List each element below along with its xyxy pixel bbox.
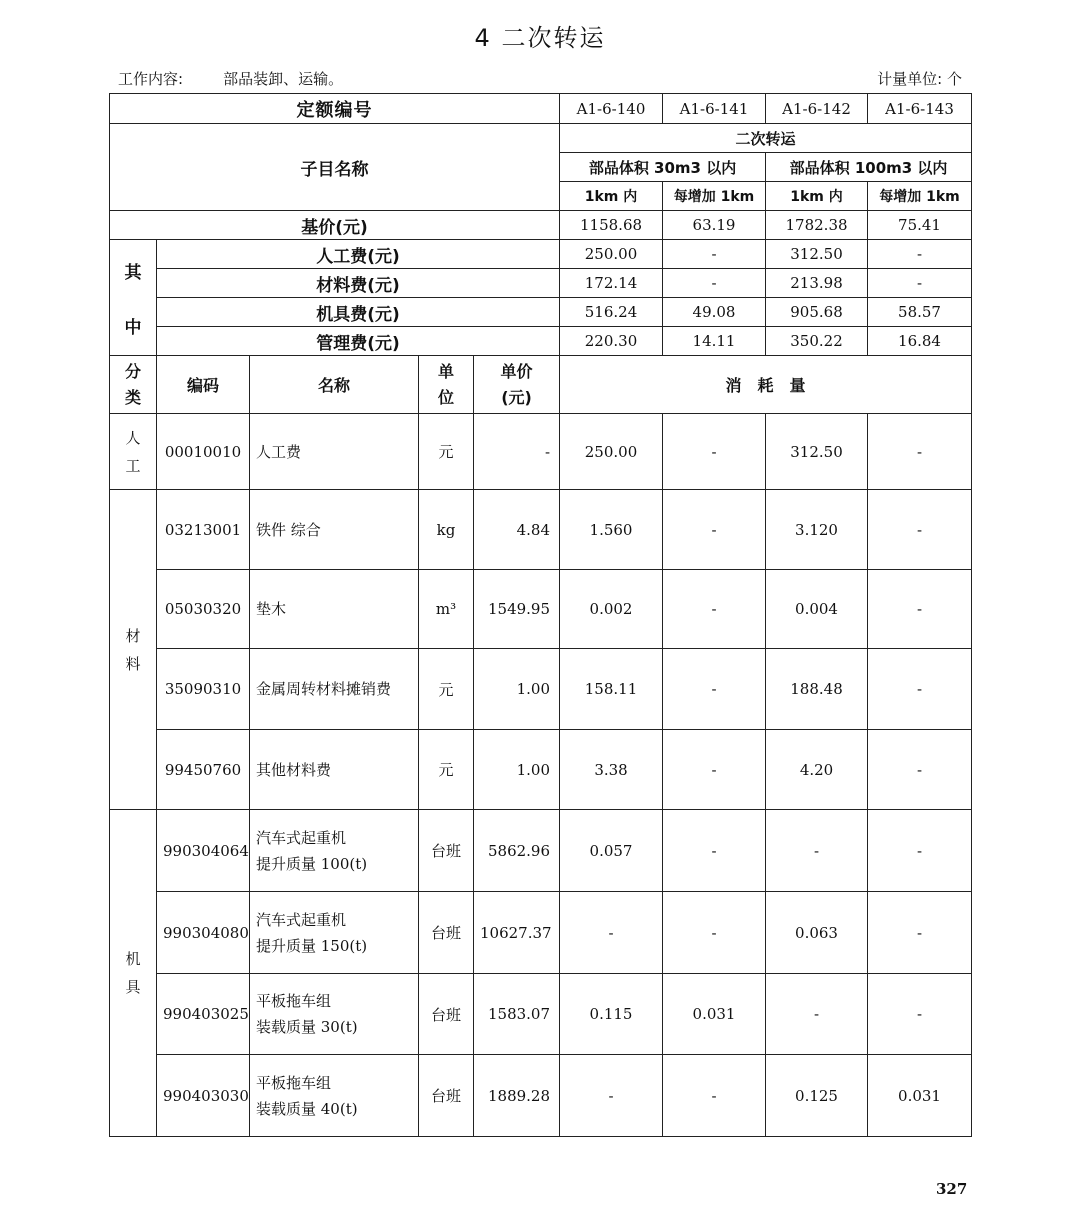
resource-name-line: 装载质量 30(t) <box>256 1018 358 1036</box>
resource-row <box>110 810 972 892</box>
page-title: 4 二次转运 <box>474 24 606 52</box>
base-price-value: 1158.68 <box>560 211 663 240</box>
resource-name-line: 人工费 <box>256 442 302 461</box>
resource-unit: 元 <box>419 414 474 490</box>
code-cell: A1-6-142 <box>766 94 868 124</box>
resource-price: 1.00 <box>474 730 560 810</box>
resource-name-line: 金属周转材料摊销费 <box>256 680 392 698</box>
category-header-line: 类 <box>124 387 141 407</box>
resource-name <box>250 974 419 1055</box>
category-cell <box>110 490 157 810</box>
resource-name <box>250 649 419 730</box>
cost-breakdown-row <box>110 240 972 269</box>
resource-name <box>250 892 419 974</box>
resource-code: 990304080 <box>157 892 250 974</box>
consumption-value: 3.120 <box>766 490 868 570</box>
cost-breakdown-row <box>110 327 972 356</box>
category-cell <box>110 810 157 1137</box>
resource-name-line: 装载质量 40(t) <box>256 1099 358 1118</box>
cost-breakdown-value: 172.14 <box>560 269 663 298</box>
consumption-value: 0.004 <box>766 570 868 649</box>
category-header-line: 分 <box>124 361 141 381</box>
cost-breakdown-row <box>110 269 972 298</box>
code-cell: A1-6-141 <box>663 94 766 124</box>
consumption-value: 0.115 <box>560 974 663 1055</box>
header-code-row <box>110 94 972 124</box>
cost-breakdown-value: - <box>663 269 766 298</box>
consumption-value: - <box>868 570 972 649</box>
resource-name-line: 其他材料费 <box>256 760 332 779</box>
resource-name-line: 铁件 综合 <box>256 520 321 539</box>
resource-name-line: 汽车式起重机 <box>256 910 347 929</box>
code-cell: A1-6-143 <box>868 94 972 124</box>
category-char: 机 <box>125 950 141 968</box>
resource-row <box>110 892 972 974</box>
resource-name <box>250 570 419 649</box>
resource-price: 1583.07 <box>474 974 560 1055</box>
consumption-value: 0.125 <box>766 1055 868 1137</box>
category-char: 材 <box>125 626 141 645</box>
resource-row <box>110 1055 972 1137</box>
consumption-value: - <box>560 892 663 974</box>
cost-breakdown-row <box>110 298 972 327</box>
consumption-value: - <box>663 810 766 892</box>
cost-breakdown-label: 管理费(元) <box>157 327 560 356</box>
resource-price: 1.00 <box>474 649 560 730</box>
base-price-value: 1782.38 <box>766 211 868 240</box>
consumption-value: - <box>663 730 766 810</box>
base-price-row <box>110 211 972 240</box>
resource-unit: kg <box>419 490 474 570</box>
resource-name <box>250 810 419 892</box>
resource-price: 10627.37 <box>474 892 560 974</box>
consumption-value: 0.063 <box>766 892 868 974</box>
resource-name <box>250 1055 419 1137</box>
price-header <box>474 356 560 414</box>
resource-name-line: 汽车式起重机 <box>256 828 347 847</box>
resource-price: - <box>474 414 560 490</box>
category-cell <box>110 414 157 490</box>
cost-breakdown-value: 14.11 <box>663 327 766 356</box>
code-cell: A1-6-140 <box>560 94 663 124</box>
consumption-value: 0.057 <box>560 810 663 892</box>
category-char: 工 <box>125 456 141 475</box>
resource-unit: m³ <box>419 570 474 649</box>
resource-row <box>110 649 972 730</box>
base-price-label: 基价(元) <box>110 211 560 240</box>
cost-breakdown-value: - <box>868 240 972 269</box>
resource-name <box>250 730 419 810</box>
resource-unit: 台班 <box>419 892 474 974</box>
consumption-value: - <box>766 810 868 892</box>
consumption-value: - <box>663 649 766 730</box>
work-content <box>118 68 343 89</box>
resource-name-line: 平板拖车组 <box>256 1073 332 1092</box>
quota-table-body <box>110 94 972 1137</box>
consumption-value: - <box>766 974 868 1055</box>
resource-price: 1549.95 <box>474 570 560 649</box>
volume-group: 部品体积 100m3 以内 <box>766 153 972 182</box>
category-char: 人 <box>125 428 141 447</box>
cost-breakdown-value: 16.84 <box>868 327 972 356</box>
code-label: 定额编号 <box>110 94 560 124</box>
price-header-line: 单价 <box>500 361 533 381</box>
unit-header <box>419 356 474 414</box>
resource-code: 990403030 <box>157 1055 250 1137</box>
consumption-value: 1.560 <box>560 490 663 570</box>
consumption-value: - <box>868 974 972 1055</box>
resource-name-line: 提升质量 150(t) <box>256 936 368 955</box>
cost-breakdown-value: 516.24 <box>560 298 663 327</box>
consumption-value: - <box>868 730 972 810</box>
consumption-value: - <box>868 414 972 490</box>
cost-breakdown-label: 机具费(元) <box>157 298 560 327</box>
consumption-value: - <box>663 892 766 974</box>
cost-breakdown-value: - <box>868 269 972 298</box>
cost-breakdown-value: 49.08 <box>663 298 766 327</box>
cost-breakdown-value: 905.68 <box>766 298 868 327</box>
unit-header-line: 位 <box>437 387 454 407</box>
distance-cell: 1km 内 <box>560 182 663 211</box>
distance-cell: 1km 内 <box>766 182 868 211</box>
cost-breakdown-label: 人工费(元) <box>157 240 560 269</box>
resource-price: 4.84 <box>474 490 560 570</box>
quota-table <box>109 93 972 1137</box>
cost-breakdown-value: - <box>663 240 766 269</box>
resource-code: 03213001 <box>157 490 250 570</box>
price-header-line: (元) <box>501 387 532 407</box>
resource-code: 00010010 <box>157 414 250 490</box>
resource-unit: 台班 <box>419 1055 474 1137</box>
among-label-bottom: 中 <box>124 317 142 338</box>
cost-breakdown-label: 材料费(元) <box>157 269 560 298</box>
category-header <box>110 356 157 414</box>
resource-row <box>110 974 972 1055</box>
resource-row <box>110 730 972 810</box>
resource-price: 1889.28 <box>474 1055 560 1137</box>
volume-group: 部品体积 30m3 以内 <box>560 153 766 182</box>
resource-unit: 台班 <box>419 810 474 892</box>
header-group-row <box>110 124 972 153</box>
code-header: 编码 <box>157 356 250 414</box>
consumption-value: - <box>663 1055 766 1137</box>
resource-name-line: 平板拖车组 <box>256 992 332 1010</box>
column-header-row <box>110 356 972 414</box>
work-content-text: 部品装卸、运输。 <box>223 70 344 88</box>
consumption-value: 158.11 <box>560 649 663 730</box>
resource-price: 5862.96 <box>474 810 560 892</box>
resource-code: 05030320 <box>157 570 250 649</box>
resource-code: 990403025 <box>157 974 250 1055</box>
name-header: 名称 <box>250 356 419 414</box>
consumption-value: - <box>868 490 972 570</box>
unit-label: 计量单位: 个 <box>877 70 962 88</box>
consumption-value: - <box>663 570 766 649</box>
consumption-value: 312.50 <box>766 414 868 490</box>
category-char: 料 <box>125 654 141 673</box>
resource-row <box>110 570 972 649</box>
consumption-value: - <box>663 490 766 570</box>
cost-breakdown-value: 350.22 <box>766 327 868 356</box>
consumption-value: 0.031 <box>663 974 766 1055</box>
base-price-value: 75.41 <box>868 211 972 240</box>
resource-name-line: 提升质量 100(t) <box>256 854 368 873</box>
resource-unit: 元 <box>419 730 474 810</box>
resource-name-line: 垫木 <box>256 600 287 618</box>
cost-breakdown-value: 312.50 <box>766 240 868 269</box>
distance-cell: 每增加 1km <box>663 182 766 211</box>
cost-breakdown-value: 58.57 <box>868 298 972 327</box>
consumption-value: - <box>868 810 972 892</box>
resource-code: 99450760 <box>157 730 250 810</box>
consumption-value: - <box>560 1055 663 1137</box>
consumption-value: 0.031 <box>868 1055 972 1137</box>
resource-row <box>110 414 972 490</box>
resource-code: 35090310 <box>157 649 250 730</box>
resource-unit: 台班 <box>419 974 474 1055</box>
category-char: 具 <box>125 978 141 996</box>
consumption-value: - <box>868 892 972 974</box>
subitem-label: 子目名称 <box>110 124 560 211</box>
resource-name <box>250 490 419 570</box>
resource-code: 990304064 <box>157 810 250 892</box>
resource-name <box>250 414 419 490</box>
page-number: 327 <box>936 1180 968 1198</box>
consumption-value: 188.48 <box>766 649 868 730</box>
work-content-label: 工作内容: <box>118 70 184 88</box>
consumption-header: 消 耗 量 <box>560 356 972 414</box>
base-price-value: 63.19 <box>663 211 766 240</box>
consumption-value: - <box>663 414 766 490</box>
consumption-value: 250.00 <box>560 414 663 490</box>
consumption-value: 3.38 <box>560 730 663 810</box>
among-label-top: 其 <box>124 262 142 283</box>
consumption-value: - <box>868 649 972 730</box>
group-label: 二次转运 <box>560 124 972 153</box>
cost-breakdown-value: 250.00 <box>560 240 663 269</box>
consumption-value: 4.20 <box>766 730 868 810</box>
cost-breakdown-value: 220.30 <box>560 327 663 356</box>
unit-header-line: 单 <box>437 361 454 381</box>
among-label <box>110 240 157 356</box>
cost-breakdown-value: 213.98 <box>766 269 868 298</box>
consumption-value: 0.002 <box>560 570 663 649</box>
resource-unit: 元 <box>419 649 474 730</box>
resource-row <box>110 490 972 570</box>
distance-cell: 每增加 1km <box>868 182 972 211</box>
